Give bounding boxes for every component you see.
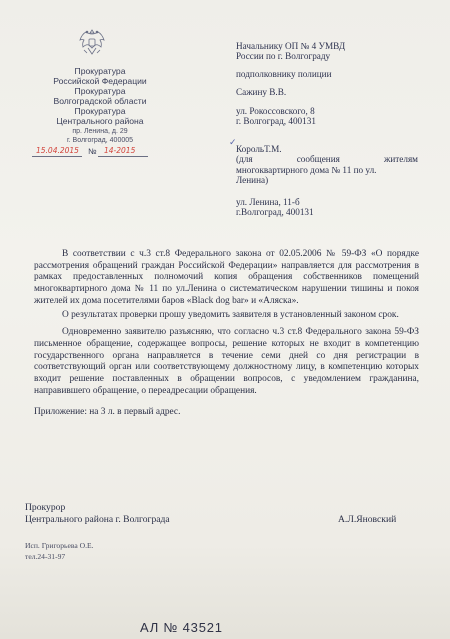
office-street: пр. Ленина, д. 29 — [72, 128, 128, 135]
recipient-street: ул. Рокоссовского, 8 — [236, 105, 315, 116]
attachment-note: Приложение: на 3 л. в первый адрес. — [34, 407, 181, 418]
executor-phone: тел.24-31-97 — [25, 551, 66, 561]
signature-title — [25, 502, 170, 527]
district-office-header — [44, 106, 156, 126]
recipient-rank: подполковнику полиции — [236, 68, 332, 79]
applicant-note-1: (для сообщения жителям — [236, 154, 418, 165]
signatory-name: А.Л.Яновский — [338, 514, 397, 525]
applicant-city: г.Волгоград, 400131 — [236, 207, 314, 218]
body-paragraph-2: О результатах проверки прошу уведомить заявителя в установленный законом срок. — [62, 309, 399, 320]
applicant-note-2: многоквартирного дома № 11 по ул. — [236, 164, 377, 175]
number-sign: № — [88, 147, 97, 156]
district-line-1: Прокуратура — [74, 106, 126, 116]
applicant-block — [236, 144, 418, 217]
executor-info — [25, 541, 94, 563]
body-paragraph-3: Одновременно заявителю разъясняю, что согласно ч.3 ст.8 Федерального закона 59-ФЗ письменное обращение, содержащее вопросы, решение которых не входит в компетенцию государственного органа направляется в течение семи дней со дня регистрации в соответствующий орган или соответствующему должностному лицу, в компетенцию которых входит решение поставленных в обращении вопросов, с уведомлением гражданина, направившего обращение, о переадресации обращения. — [34, 327, 419, 396]
executor-name: Исп. Григорьева О.Е. — [25, 541, 94, 550]
signature-title-line-2: Центрального района г. Волгограда — [25, 514, 170, 526]
org-line-2: Российской Федерации — [53, 76, 147, 86]
regional-office-header — [44, 86, 156, 106]
check-mark-icon: ✓ — [229, 138, 237, 148]
form-serial-number: АЛ № 43521 — [140, 620, 223, 635]
handwritten-number: 14-2015 — [104, 146, 136, 155]
handwritten-date: 15.04.2015 — [36, 146, 79, 155]
applicant-name: КорольТ.М. — [236, 144, 282, 154]
recipient-title-2: России по г. Волгограду — [236, 51, 331, 62]
recipient-name: Сажину В.В. — [236, 87, 287, 98]
district-line-2: Центрального района — [56, 116, 144, 126]
recipient-block — [236, 41, 418, 126]
recipient-city: г. Волгоград, 400131 — [236, 116, 316, 127]
signature-title-line-1: Прокурор — [25, 502, 66, 513]
recipient-title: Начальнику ОП № 4 УМВД — [236, 41, 346, 51]
office-address — [44, 128, 156, 145]
region-line-2: Волгоградской области — [53, 96, 147, 106]
double-headed-eagle-emblem-icon — [76, 26, 108, 60]
office-city: г. Волгоград, 400005 — [66, 136, 134, 144]
letter-body — [34, 249, 419, 419]
region-line-1: Прокуратура — [74, 86, 126, 96]
body-paragraph-1: В соответствии с ч.3 ст.8 Федерального закона от 02.05.2006 № 59-ФЗ «О порядке рассмотрения обращений граждан Российской Федерации» направляется для рассмотрения в рамках предоставленных полномочий копия обращения собственников помещений многоквартирного дома № 11 по ул.Ленина о систематическом нарушении тишины и покоя жителей их дома посетителями баров «Black dog bar» и «Аляска». — [34, 249, 419, 306]
date-underline — [32, 156, 82, 157]
outgoing-reg-line — [32, 146, 152, 158]
number-underline — [98, 156, 148, 157]
applicant-street: ул. Ленина, 11-б — [236, 196, 300, 207]
applicant-note-3: Ленина) — [236, 175, 269, 186]
prosecutor-office-header — [44, 66, 156, 86]
org-line-1: Прокуратура — [74, 66, 126, 76]
